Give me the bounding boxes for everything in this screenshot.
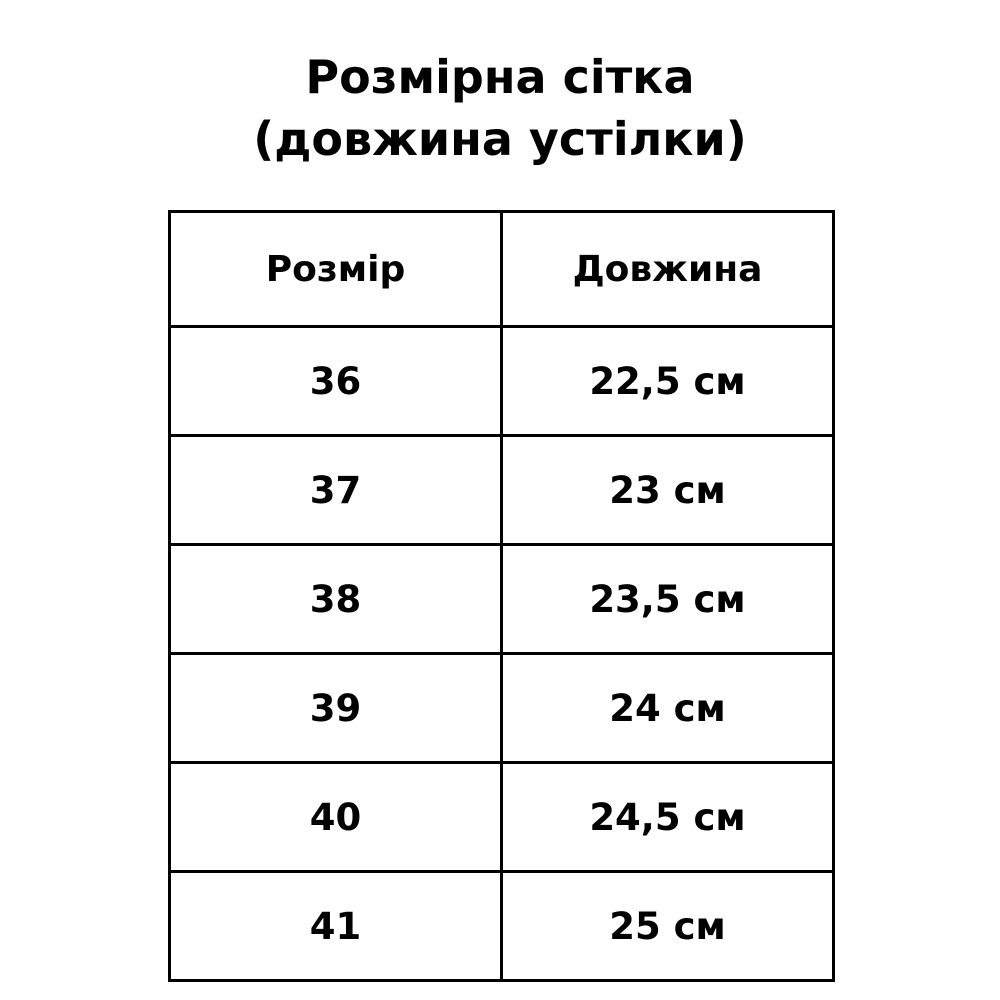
table-header-row	[170, 212, 834, 327]
cell-size: 36	[170, 327, 502, 436]
table-row	[170, 436, 834, 545]
cell-length: 24 см	[502, 654, 834, 763]
cell-length: 25 см	[502, 872, 834, 981]
column-header-size: Розмір	[170, 212, 502, 327]
cell-size: 41	[170, 872, 502, 981]
column-header-length: Довжина	[502, 212, 834, 327]
cell-length: 24,5 см	[502, 763, 834, 872]
page-title-line-1: Розмірна сітка	[305, 50, 695, 104]
cell-length: 22,5 см	[502, 327, 834, 436]
table-row	[170, 327, 834, 436]
size-table-body	[170, 327, 834, 981]
cell-length: 23,5 см	[502, 545, 834, 654]
cell-size: 38	[170, 545, 502, 654]
table-row	[170, 545, 834, 654]
table-row	[170, 654, 834, 763]
size-table-head	[170, 212, 834, 327]
page-title-line-2: (довжина устілки)	[253, 112, 747, 167]
cell-length: 23 см	[502, 436, 834, 545]
table-row	[170, 872, 834, 981]
cell-size: 37	[170, 436, 502, 545]
table-row	[170, 763, 834, 872]
page-title	[0, 0, 1000, 170]
cell-size: 40	[170, 763, 502, 872]
cell-size: 39	[170, 654, 502, 763]
size-table	[168, 210, 835, 982]
size-table-container	[168, 210, 832, 982]
